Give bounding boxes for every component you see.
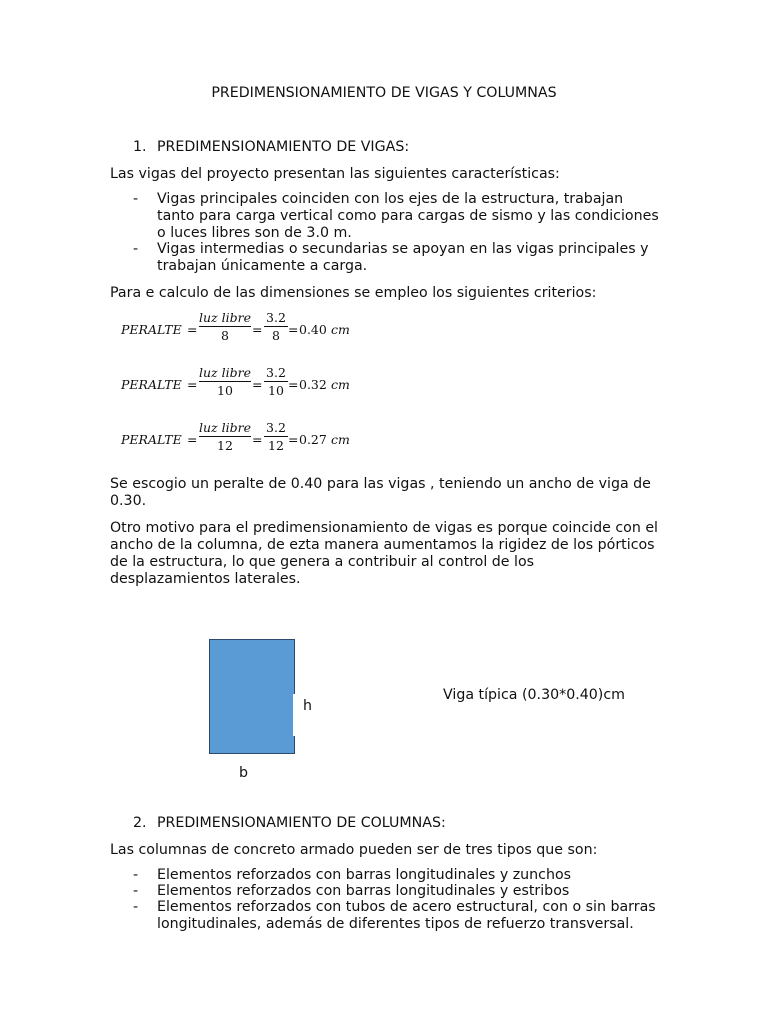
formula-equals: = <box>288 322 299 337</box>
formula-result: 0.32 <box>299 377 327 392</box>
reason-paragraph-line: de la estructura, lo que genera a contribuir al control de los <box>110 554 535 570</box>
fraction-value <box>264 420 288 453</box>
fraction-luz-libre <box>199 420 251 453</box>
bullet-dash: - <box>133 191 139 207</box>
fraction-bar <box>264 326 288 327</box>
fraction-denominator: 12 <box>268 438 284 453</box>
document-title: PREDIMENSIONAMIENTO DE VIGAS Y COLUMNAS <box>211 85 557 101</box>
fraction-numerator: 3.2 <box>266 420 286 435</box>
fraction-value <box>264 365 288 398</box>
formula-equals: = <box>252 432 263 447</box>
beam-width-label: b <box>239 765 249 781</box>
reason-paragraph-line: desplazamientos laterales. <box>110 571 301 587</box>
formula-equals: = <box>187 322 198 337</box>
reason-paragraph-line: Otro motivo para el predimensionamiento de vigas es porque coincide con el <box>110 520 658 536</box>
fraction-numerator: luz libre <box>199 420 251 435</box>
formula-result: 0.27 <box>299 432 327 447</box>
bullet-line: longitudinales, además de diferentes tipos de refuerzo transversal. <box>157 916 634 932</box>
bullet-line: tanto para carga vertical como para cargas de sismo y las condiciones <box>157 208 659 224</box>
chosen-paragraph-line: Se escogio un peralte de 0.40 para las vigas , teniendo un ancho de viga de <box>110 476 651 492</box>
section-1-number: 1. <box>133 139 147 155</box>
fraction-denominator: 12 <box>217 438 233 453</box>
fraction-denominator: 8 <box>221 328 229 343</box>
formula-equals: = <box>252 377 263 392</box>
beam-section-rectangle <box>209 639 295 754</box>
fraction-bar <box>264 436 288 437</box>
fraction-numerator: 3.2 <box>266 365 286 380</box>
bullet-line: o luces libres son de 3.0 m. <box>157 225 352 241</box>
criteria-text: Para e calculo de las dimensiones se empleo los siguientes criterios: <box>110 285 597 301</box>
reason-paragraph-line: ancho de la columna, de ezta manera aumentamos la rigidez de los pórticos <box>110 537 655 553</box>
fraction-numerator: luz libre <box>199 365 251 380</box>
fraction-numerator: luz libre <box>199 310 251 325</box>
section-1-intro: Las vigas del proyecto presentan las siguientes características: <box>110 166 560 182</box>
bullet-dash: - <box>133 867 139 883</box>
bullet-line: Elementos reforzados con barras longitudinales y estribos <box>157 883 570 899</box>
bullet-line: Vigas intermedias o secundarias se apoyan en las vigas principales y <box>157 241 649 257</box>
formula-result: 0.40 <box>299 322 327 337</box>
section-2-heading: PREDIMENSIONAMIENTO DE COLUMNAS: <box>157 815 446 831</box>
section-2-number: 2. <box>133 815 147 831</box>
formula-equals: = <box>187 432 198 447</box>
beam-caption: Viga típica (0.30*0.40)cm <box>443 687 625 703</box>
formula-unit: cm <box>331 432 350 447</box>
bullet-line: trabajan únicamente a carga. <box>157 258 368 274</box>
formula-equals: = <box>288 377 299 392</box>
fraction-denominator: 10 <box>268 383 284 398</box>
fraction-denominator: 10 <box>217 383 233 398</box>
bullet-line: Elementos reforzados con tubos de acero estructural, con o sin barras <box>157 899 656 915</box>
formula-equals: = <box>187 377 198 392</box>
beam-height-label: h <box>303 698 312 714</box>
section-2-intro: Las columnas de concreto armado pueden ser de tres tipos que son: <box>110 842 598 858</box>
formula-unit: cm <box>331 322 350 337</box>
section-1-heading: PREDIMENSIONAMIENTO DE VIGAS: <box>157 139 410 155</box>
chosen-paragraph-line: 0.30. <box>110 493 147 509</box>
bullet-line: Vigas principales coinciden con los ejes de la estructura, trabajan <box>157 191 624 207</box>
fraction-bar <box>199 381 251 382</box>
formula-lhs: PERALTE <box>121 322 182 337</box>
fraction-value <box>264 310 288 343</box>
formula-lhs: PERALTE <box>121 377 182 392</box>
fraction-luz-libre <box>199 365 251 398</box>
fraction-numerator: 3.2 <box>266 310 286 325</box>
fraction-bar <box>264 381 288 382</box>
formula-lhs: PERALTE <box>121 432 182 447</box>
fraction-luz-libre <box>199 310 251 343</box>
formula-equals: = <box>252 322 263 337</box>
bullet-line: Elementos reforzados con barras longitudinales y zunchos <box>157 867 572 883</box>
formula-equals: = <box>288 432 299 447</box>
bullet-dash: - <box>133 899 139 915</box>
bullet-dash: - <box>133 241 139 257</box>
fraction-bar <box>199 326 251 327</box>
fraction-denominator: 8 <box>272 328 280 343</box>
bullet-dash: - <box>133 883 139 899</box>
formula-unit: cm <box>331 377 350 392</box>
fraction-bar <box>199 436 251 437</box>
beam-label-gap <box>293 694 297 736</box>
